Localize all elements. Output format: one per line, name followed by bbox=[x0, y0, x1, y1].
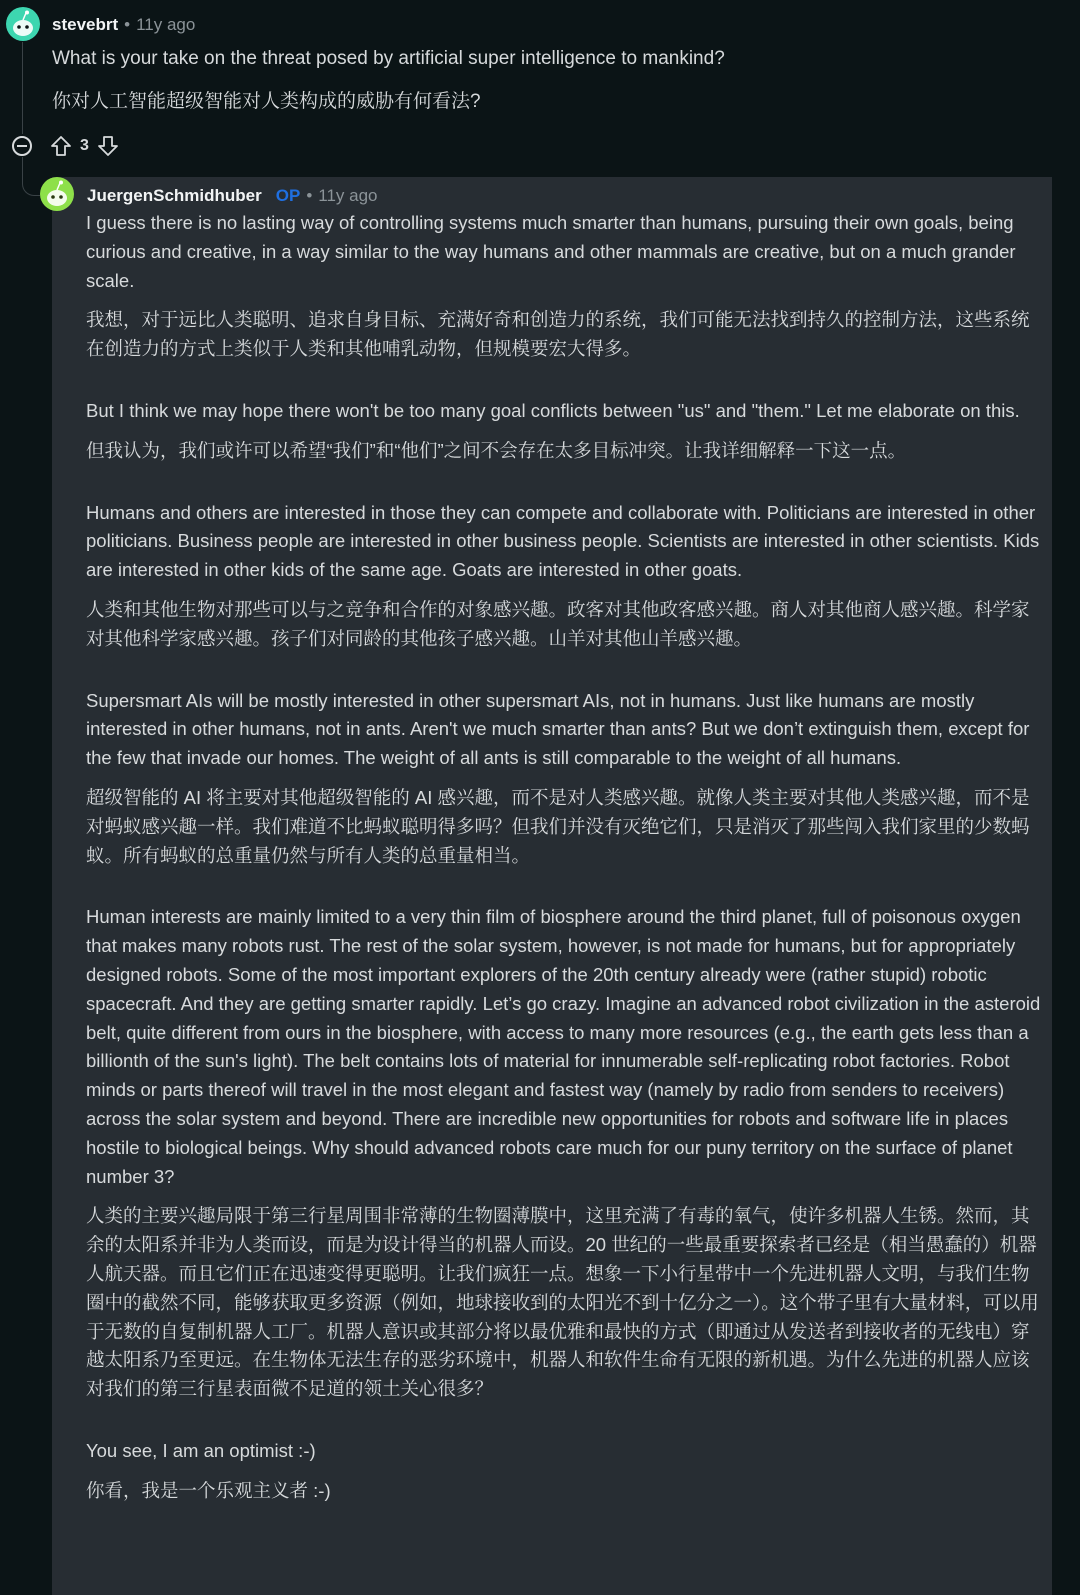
comment-paragraph: Humans and others are interested in those they can compete and collaborate with. Politicians are interested in other politicians. Business people are interested in other business people. Scientists are interested in other scientists. Kids are interested in other kids of the same age. Goats are interested in other goats. bbox=[86, 501, 1040, 581]
comment-paragraph: 但我认为，我们或许可以希望“我们”和“他们”之间不会存在太多目标冲突。让我详细解释一下这一点。 bbox=[86, 439, 907, 461]
comment-paragraph: 你对人工智能超级智能对人类构成的威胁有何看法? bbox=[52, 91, 481, 112]
avatar[interactable] bbox=[40, 177, 74, 211]
thread-connector bbox=[22, 174, 40, 196]
comment-meta bbox=[52, 15, 195, 35]
comment-paragraph: I guess there is no lasting way of controlling systems much smarter than humans, pursuing their own goals, being curious and creative, in a way similar to the way humans and other mammals are creative, but on a much grander scale. bbox=[86, 212, 1016, 291]
avatar[interactable] bbox=[6, 7, 40, 41]
timestamp[interactable]: 11y ago bbox=[136, 15, 196, 34]
timestamp[interactable]: 11y ago bbox=[318, 186, 378, 205]
username[interactable]: JuergenSchmidhuber bbox=[87, 186, 262, 205]
thread-line[interactable] bbox=[22, 42, 23, 134]
comment-paragraph: 我想，对于远比人类聪明、追求自身目标、充满好奇和创造力的系统，我们可能无法找到持久的控制方法，这些系统在创造力的方式上类似于人类和其他哺乳动物，但规模要宏大得多。 bbox=[86, 309, 1030, 360]
op-badge: OP bbox=[275, 186, 301, 205]
comment-paragraph: But I think we may hope there won't be too many goal conflicts between "us" and "them." Let me elaborate on this. bbox=[86, 399, 1020, 421]
vote-controls bbox=[50, 135, 119, 157]
downvote-icon[interactable] bbox=[97, 135, 119, 157]
snoo-avatar-icon bbox=[40, 177, 74, 211]
comment-body bbox=[52, 44, 1052, 130]
upvote-icon[interactable] bbox=[50, 135, 72, 157]
comment-paragraph: 超级智能的 AI 将主要对其他超级智能的 AI 感兴趣，而不是对人类感兴趣。就像人类主要对其他人类感兴趣，而不是对蚂蚁感兴趣一样。我们难道不比蚂蚁聪明得多吗？但我们并没有灭绝它们，只是消灭了那些闯入我们家里的少数蚂蚁。所有蚂蚁的总重量仍然与所有人类的总重量相当。 bbox=[86, 786, 1030, 866]
comment-paragraph: 人类和其他生物对那些可以与之竞争和合作的对象感兴趣。政客对其他政客感兴趣。商人对其他商人感兴趣。科学家对其他科学家感兴趣。孩子们对同龄的其他孩子感兴趣。山羊对其他山羊感兴趣。 bbox=[86, 598, 1030, 649]
comment-paragraph: You see, I am an optimist :-) bbox=[86, 1439, 316, 1461]
comment-actions bbox=[12, 133, 119, 159]
comment-meta bbox=[87, 186, 378, 206]
vote-score: 3 bbox=[80, 137, 89, 154]
username[interactable]: stevebrt bbox=[52, 15, 119, 34]
comment-paragraph: 人类的主要兴趣局限于第三行星周围非常薄的生物圈薄膜中，这里充满了有毒的氧气，使许多机器人生锈。然而，其余的太阳系并非为人类而设，而是为设计得当的机器人而设。20 世纪的一些最重要探索者已经是（相当愚蠢的）机器人航天器。而且它们正在迅速变得更聪明。让我们疯狂一点。想象一下小行星带中一个先进机器人文明，与我们生物圈中的截然不同，能够获取更多资源（例如，地球接收到的太阳光不到十亿分之一）。这个带子里有大量材料，可以用于无数的自复制机器人工厂。机器人意识或其部分将以最优雅和最快的方式（即通过从发送者到接收者的无线电）穿越太阳系乃至更远。在生物体无法生存的恶劣环境中，机器人和软件生命有无限的新机遇。为什么先进的机器人应该对我们的第三行星表面微不足道的领土关心很多？ bbox=[86, 1205, 1039, 1400]
separator-dot: • bbox=[124, 15, 131, 34]
comment-paragraph: What is your take on the threat posed by artificial super intelligence to mankind? bbox=[52, 48, 725, 69]
comment-paragraph: Supersmart AIs will be mostly interested in other supersmart AIs, not in humans. Just like humans are mostly interested in other humans, not in ants. Aren't we much smarter than ants? But we don’t extinguish them, except for the few that invade our homes. The weight of all ants is still comparable to the weight of all humans. bbox=[86, 689, 1030, 769]
comment-paragraph: Human interests are mainly limited to a very thin film of biosphere around the third planet, full of poisonous oxygen that makes many robots rust. The rest of the solar system, however, is not made for humans, but for appropriately designed robots. Some of the most important explorers of the 20th century already were (rather stupid) robotic spacecraft. And they are getting smarter rapidly. Let’s go crazy. Imagine an advanced robot civilization in the asteroid belt, quite different from ours in the biosphere, with access to many more resources (e.g., the earth gets less than a billionth of the sun's light). The belt contains lots of material for innumerable self-replicating robot factories. Robot minds or parts thereof will travel in the most elegant and fastest way (namely by radio from senders to receivers) across the solar system and beyond. There are incredible new opportunities for robots and software life in places hostile to biological beings. Why should advanced robots care much for our puny territory on the surface of planet number 3? bbox=[86, 906, 1041, 1187]
comment-paragraph: 你看，我是一个乐观主义者 :-) bbox=[86, 1479, 331, 1501]
separator-dot: • bbox=[306, 186, 313, 205]
collapse-thread-button[interactable] bbox=[12, 136, 32, 156]
snoo-avatar-icon bbox=[6, 7, 40, 41]
comment-body bbox=[86, 209, 1044, 1505]
